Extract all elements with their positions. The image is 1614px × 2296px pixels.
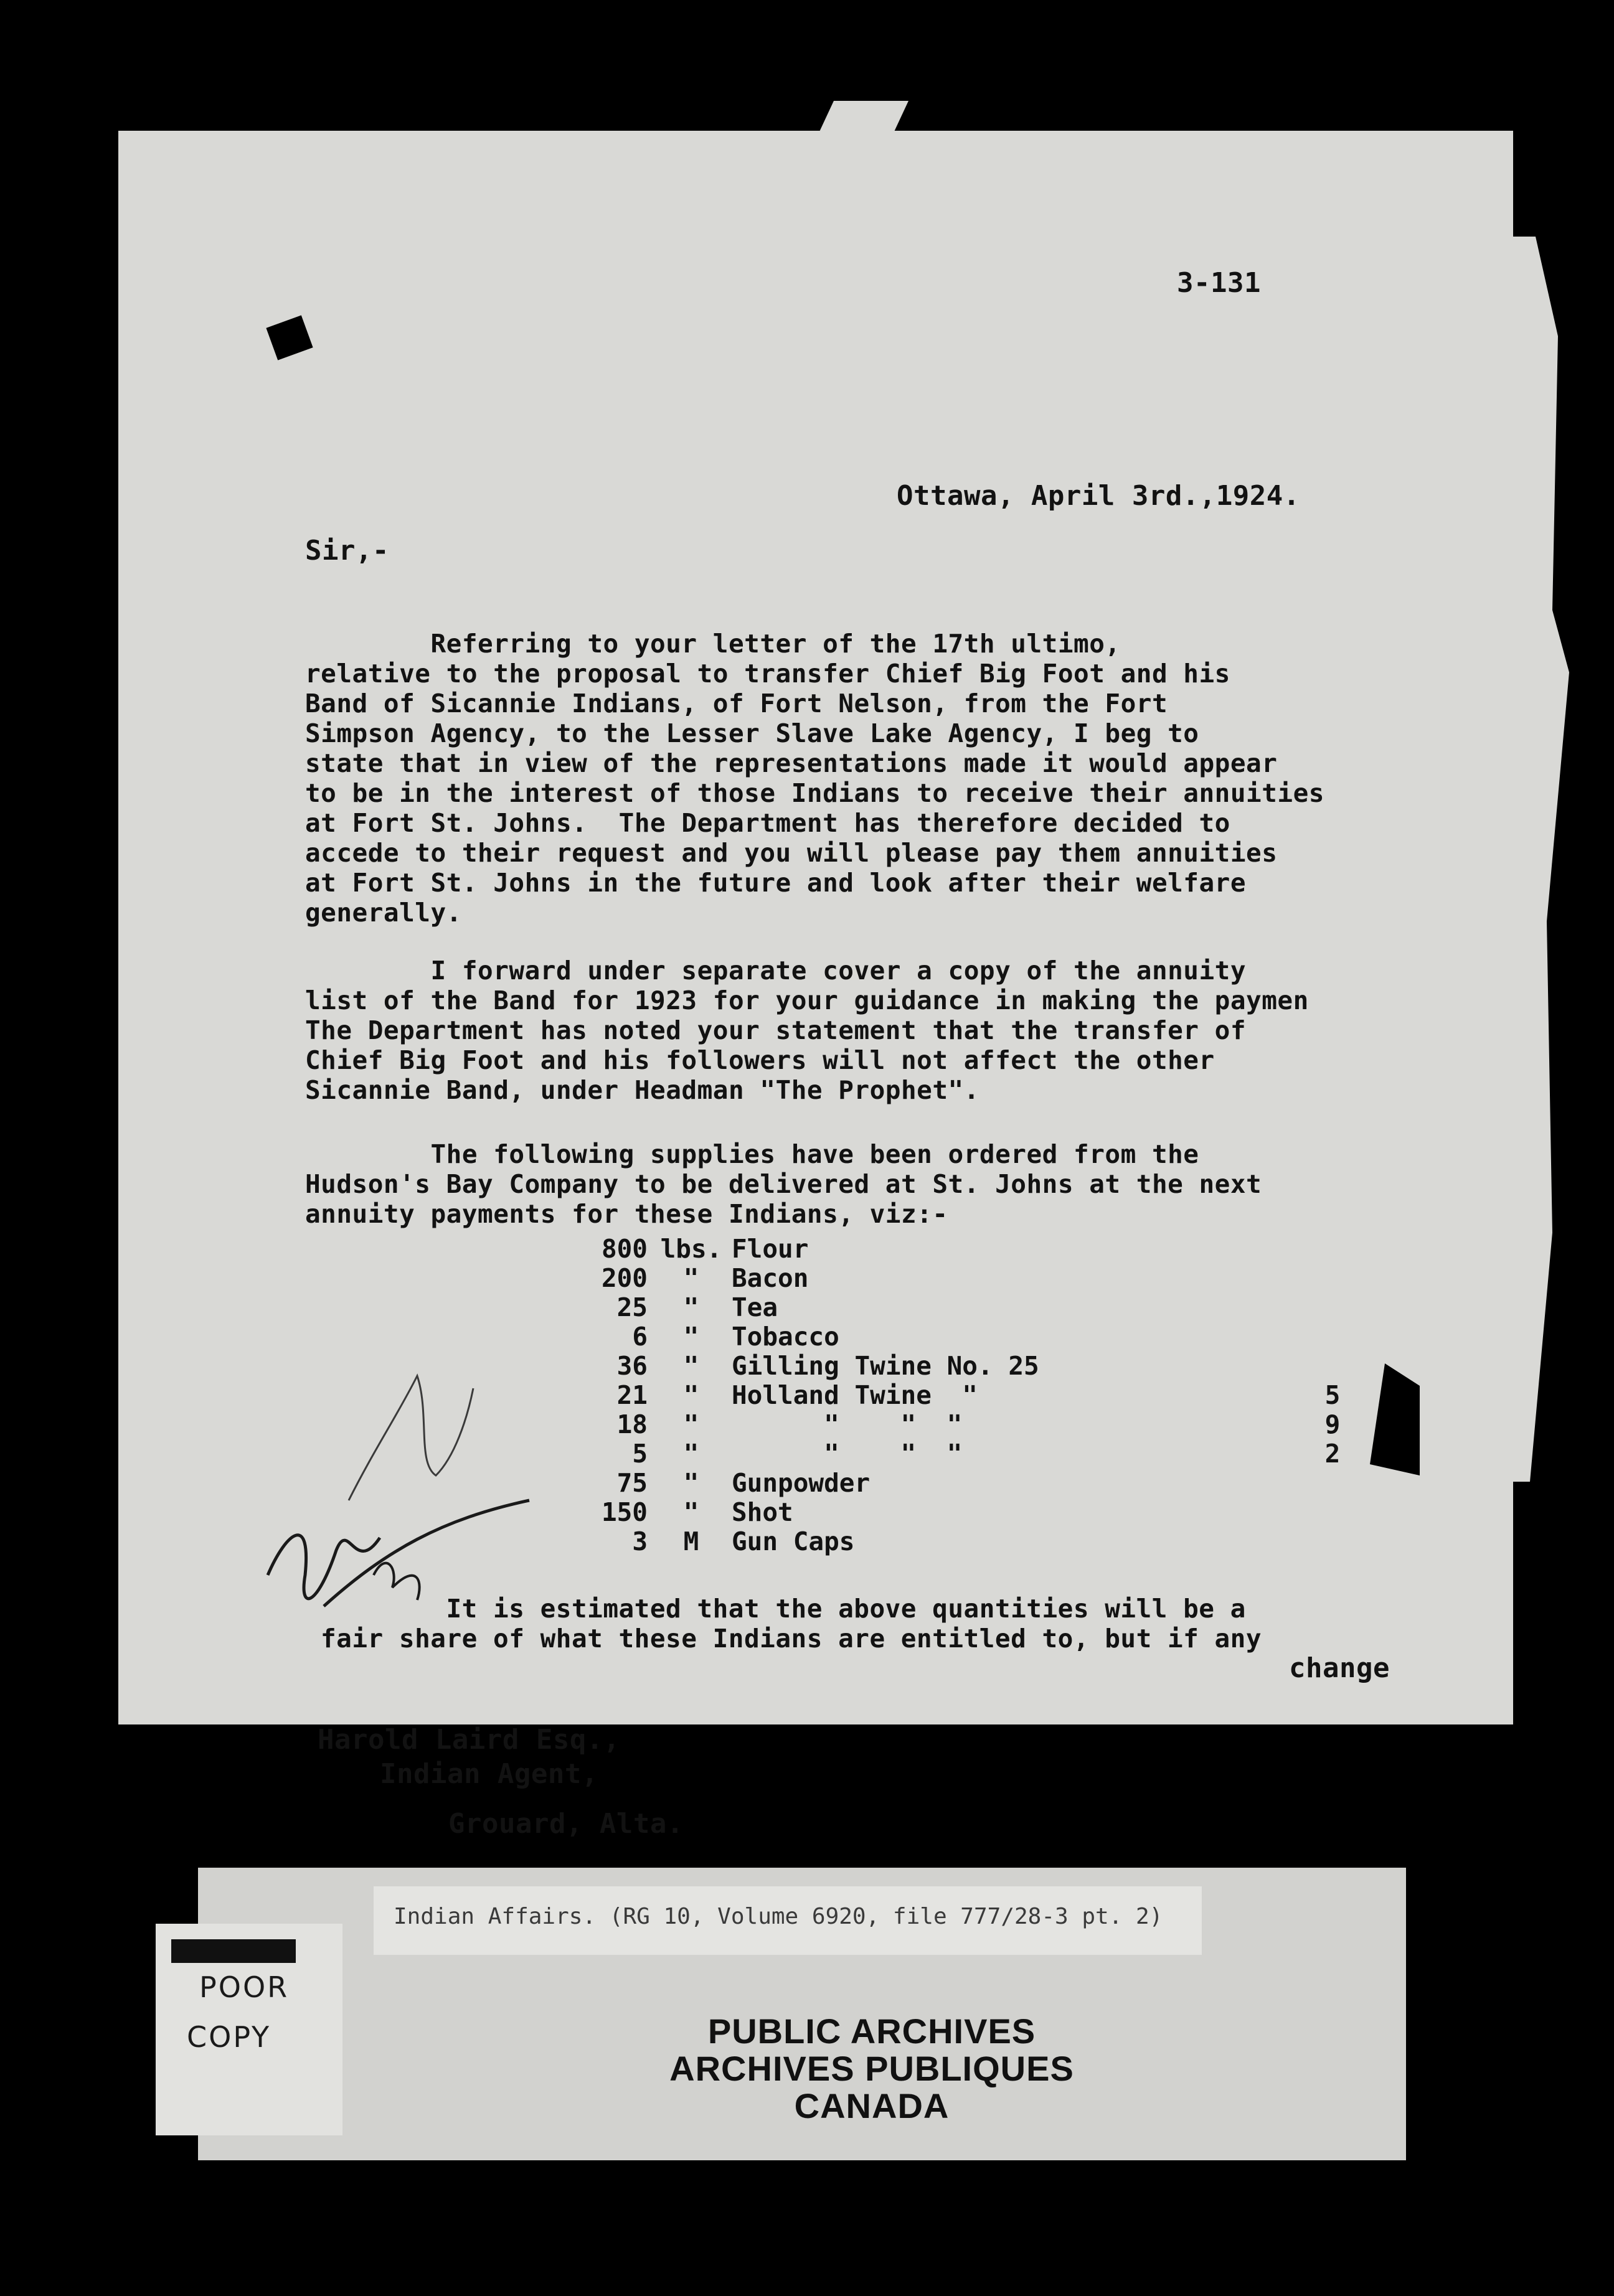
paragraph-2 — [305, 956, 1309, 1105]
supply-unit: " — [683, 1409, 699, 1439]
supply-quantity: 5 — [632, 1439, 648, 1469]
continued-word: change — [1289, 1652, 1390, 1684]
supply-unit: " — [683, 1439, 699, 1469]
letter-line: at Fort St. Johns in the future and look after their welfare — [305, 868, 1247, 898]
letter-page — [118, 131, 1513, 1840]
supply-unit: " — [683, 1322, 699, 1352]
letter-line: The following supplies have been ordered from the — [305, 1139, 1199, 1169]
letter-line: Simpson Agency, to the Lesser Slave Lake Agency, I beg to — [305, 718, 1199, 748]
supply-unit: lbs. — [660, 1234, 722, 1264]
supply-unit: M — [683, 1527, 699, 1556]
supply-item: Tobacco — [732, 1322, 839, 1352]
supply-quantity: 18 — [616, 1409, 648, 1439]
supply-quantity: 200 — [601, 1263, 648, 1293]
supply-unit: " — [683, 1380, 699, 1410]
letter-line: to be in the interest of those Indians to receive their annuities — [305, 778, 1324, 808]
supply-quantity: 800 — [601, 1234, 648, 1264]
supply-item: Gun Caps — [732, 1527, 855, 1556]
addressee-name: Harold Laird Esq., — [318, 1724, 620, 1756]
supply-size: 5 — [1324, 1380, 1341, 1410]
tear-hole — [1370, 1363, 1420, 1475]
letter-line: The Department has noted your statement that the transfer of — [305, 1015, 1247, 1045]
stamp-line-2: ARCHIVES PUBLIQUES — [669, 2049, 1074, 2088]
supply-quantity: 25 — [616, 1292, 648, 1322]
supply-unit: " — [683, 1468, 699, 1498]
letter-line: annuity payments for these Indians, viz:- — [305, 1199, 948, 1229]
letter-line: Chief Big Foot and his followers will not affect the other — [305, 1045, 1215, 1075]
supply-item: " " " — [732, 1409, 963, 1439]
handwritten-initials — [230, 1314, 554, 1637]
letter-line: fair share of what these Indians are entitled to, but if any — [321, 1624, 1262, 1654]
letter-line: Sicannie Band, under Headman "The Prophet". — [305, 1075, 979, 1105]
archive-reference: Indian Affairs. (RG 10, Volume 6920, file 777/28-3 pt. 2) — [394, 1904, 1163, 1929]
letter-line: list of the Band for 1923 for your guidance in making the paymen — [305, 986, 1309, 1015]
supply-item: Flour — [732, 1234, 809, 1264]
poor-label: POOR — [199, 1970, 290, 2004]
place-date: Ottawa, April 3rd.,1924. — [897, 480, 1300, 512]
letter-line: It is estimated that the above quantities will be a — [321, 1594, 1246, 1624]
supply-unit: " — [683, 1292, 699, 1322]
letter-line: Band of Sicannie Indians, of Fort Nelson, from the Fort — [305, 689, 1168, 718]
letter-line: generally. — [305, 898, 462, 928]
salutation: Sir,- — [305, 535, 389, 567]
punch-hole — [266, 315, 313, 360]
supply-quantity: 6 — [632, 1322, 648, 1352]
copy-label: COPY — [187, 2020, 271, 2054]
supply-quantity: 36 — [616, 1351, 648, 1381]
torn-corner — [816, 101, 908, 138]
supply-item: Shot — [732, 1497, 793, 1527]
supply-size: 9 — [1324, 1409, 1341, 1439]
supply-item: Holland Twine " — [732, 1380, 978, 1410]
supply-quantity: 21 — [616, 1380, 648, 1410]
letter-line: accede to their request and you will please pay them annuities — [305, 838, 1278, 868]
file-number: 3-131 — [1177, 267, 1261, 299]
supply-unit: " — [683, 1351, 699, 1381]
letter-line: relative to the proposal to transfer Chief Big Foot and his — [305, 659, 1230, 689]
supply-item: Tea — [732, 1292, 778, 1322]
supply-quantity: 150 — [601, 1497, 648, 1527]
supply-size: 2 — [1324, 1439, 1341, 1469]
torn-edge — [1513, 237, 1569, 1482]
letter-line: state that in view of the representations made it would appear — [305, 748, 1278, 778]
supply-quantity: 3 — [632, 1527, 648, 1556]
supply-unit: " — [683, 1497, 699, 1527]
supply-unit: " — [683, 1263, 699, 1293]
letter-line: Hudson's Bay Company to be delivered at St. Johns at the next — [305, 1169, 1262, 1199]
supply-item: Gunpowder — [732, 1468, 871, 1498]
addressee-place: Grouard, Alta. — [448, 1808, 684, 1840]
paragraph-4 — [321, 1594, 1262, 1654]
paragraph-3 — [305, 1139, 1262, 1229]
supply-item: Gilling Twine No. 25 — [732, 1351, 1039, 1381]
supply-quantity: 75 — [616, 1468, 648, 1498]
letter-line: Referring to your letter of the 17th ultimo, — [305, 629, 1121, 659]
supply-item: " " " — [732, 1439, 963, 1469]
letter-line: at Fort St. Johns. The Department has therefore decided to — [305, 808, 1230, 838]
stamp-line-1: PUBLIC ARCHIVES — [707, 2011, 1036, 2051]
supply-item: Bacon — [732, 1263, 809, 1293]
paragraph-1 — [305, 629, 1324, 928]
letter-line: I forward under separate cover a copy of the annuity — [305, 956, 1247, 986]
redaction-bar — [171, 1939, 296, 1963]
addressee-title: Indian Agent, — [380, 1758, 598, 1790]
stamp-line-3: CANADA — [794, 2086, 950, 2125]
